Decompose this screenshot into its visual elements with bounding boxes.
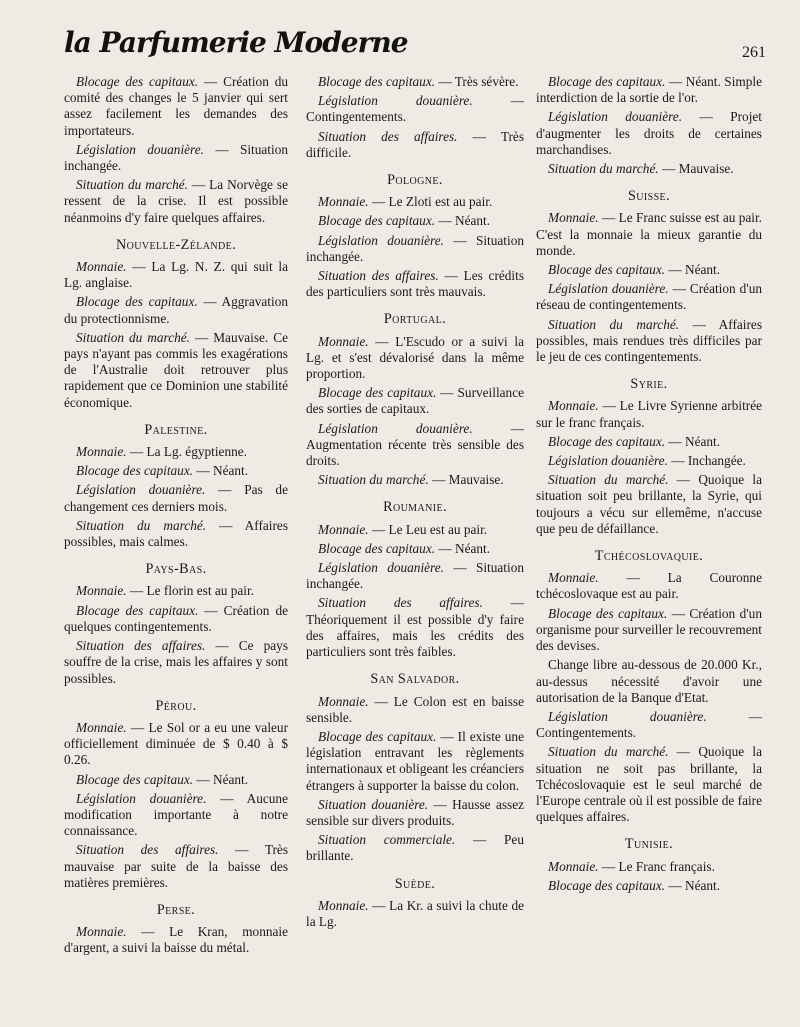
entry-paragraph: [64, 330, 288, 411]
entry-paragraph: [306, 541, 524, 557]
entry-paragraph: [536, 434, 762, 450]
entry-paragraph: [306, 129, 524, 161]
entry-paragraph: [64, 772, 288, 788]
masthead-title: la Parfumerie Moderne: [64, 26, 408, 59]
country-heading: Palestine.: [144, 421, 208, 438]
entry-text: Change libre au-dessous de 20.000 Kr., au-dessus nécessité d'avoir une autorisation de la Banque d'Etat.: [536, 657, 762, 705]
text-column-2: [306, 74, 524, 933]
entry-term: Situation du marché.: [548, 744, 669, 760]
entry-text: — Néant.: [435, 213, 491, 229]
entry-paragraph: [306, 898, 524, 930]
entry-paragraph: [306, 595, 524, 660]
entry-term: Blocage des capitaux.: [318, 385, 437, 401]
entry-paragraph: [306, 268, 524, 300]
entry-paragraph: [536, 317, 762, 366]
entry-paragraph: [306, 93, 524, 125]
country-heading: Suisse.: [627, 188, 671, 205]
entry-term: Monnaie.: [318, 693, 369, 709]
entry-term: Monnaie.: [318, 521, 369, 537]
entry-term: Blocage des capitaux.: [548, 605, 668, 621]
entry-paragraph: [536, 262, 762, 278]
entry-text: — La Norvège se ressent de la crise. Il est possible néanmoins d'y faire quelques affaires.: [64, 177, 288, 225]
entry-paragraph: [306, 797, 524, 829]
entry-paragraph: [536, 570, 762, 602]
entry-text: — Ce pays souffre de la crise, mais les affaires y sont possibles.: [64, 638, 288, 686]
entry-paragraph: [536, 109, 762, 158]
entry-text: — Quoique la situation soit peu brillante, la Syrie, qui toujours a vécu sur ellemême, n'accuse que peu de défaillance.: [536, 472, 762, 536]
entry-text: — Peu brillante.: [306, 832, 524, 864]
entry-paragraph: [64, 720, 288, 769]
entry-text: — Le Livre Syrienne arbitrée sur le franc français.: [536, 398, 762, 430]
entry-text: — Création d'un réseau de contingentements.: [536, 281, 762, 313]
entry-term: Blocage des capitaux.: [318, 213, 436, 229]
entry-paragraph: [64, 638, 288, 687]
entry-paragraph: [306, 74, 524, 90]
entry-text: — Néant.: [665, 262, 721, 278]
entry-paragraph: [536, 398, 762, 430]
entry-text: — Aucune modification importante à notre connaissance.: [64, 790, 288, 839]
entry-paragraph: [306, 560, 524, 592]
country-heading: Roumanie.: [383, 499, 447, 516]
entry-term: Situation douanière.: [318, 796, 429, 812]
entry-text: — Augmentation récente très sensible des droits.: [306, 420, 524, 469]
entry-term: Monnaie.: [76, 444, 127, 460]
entry-term: Monnaie.: [76, 924, 127, 940]
entry-text: — Le Colon est en baisse sensible.: [306, 693, 524, 725]
entry-text: — Le Kran, monnaie d'argent, a suivi la baisse du métal.: [64, 924, 288, 956]
entry-text: — Situation inchangée.: [306, 560, 524, 592]
text-column-3: [536, 74, 762, 897]
entry-term: Blocage des capitaux.: [76, 294, 198, 310]
entry-term: Blocage des capitaux.: [548, 877, 666, 893]
entry-term: Monnaie.: [76, 719, 127, 735]
entry-term: Blocage des capitaux.: [318, 728, 437, 744]
entry-paragraph: [306, 694, 524, 726]
entry-paragraph: [536, 859, 762, 875]
entry-paragraph: [536, 281, 762, 313]
entry-term: Législation douanière.: [548, 453, 668, 469]
entry-text: — Affaires possibles, mais calmes.: [64, 517, 288, 550]
entry-paragraph: [536, 878, 762, 894]
entry-paragraph: [64, 142, 288, 174]
entry-term: Monnaie.: [76, 259, 127, 275]
entry-term: Législation douanière.: [76, 141, 204, 157]
entry-term: Situation du marché.: [318, 472, 429, 488]
entry-text: — Contingentements.: [306, 93, 524, 125]
entry-term: Monnaie.: [548, 398, 599, 414]
entry-text: — La Kr. a suivi la chute de la Lg.: [306, 897, 524, 929]
entry-text: — Le Sol or a eu une valeur officiellement diminuée de $ 0.40 à $ 0.26.: [64, 719, 288, 768]
entry-term: Monnaie.: [548, 858, 599, 874]
entry-paragraph: [536, 606, 762, 655]
entry-text: — Néant.: [435, 540, 491, 556]
entry-paragraph: [64, 177, 288, 226]
entry-paragraph: [306, 213, 524, 229]
entry-paragraph: [536, 210, 762, 259]
country-heading: Suède.: [394, 875, 436, 892]
entry-term: Blocage des capitaux.: [318, 540, 436, 556]
entry-text: — Néant.: [193, 463, 249, 479]
entry-text: — Le florin est au pair.: [126, 583, 254, 599]
country-heading: Syrie.: [630, 376, 668, 393]
entry-text: — Le Leu est au pair.: [368, 521, 488, 537]
entry-paragraph: [64, 444, 288, 460]
entry-paragraph: [536, 744, 762, 825]
country-heading: Pologne.: [387, 172, 443, 189]
entry-paragraph: [64, 259, 288, 291]
entry-term: Situation du marché.: [548, 316, 680, 332]
entry-term: Situation commerciale.: [318, 832, 456, 848]
entry-term: Législation douanière.: [548, 708, 707, 724]
entry-term: Blocage des capitaux.: [548, 262, 666, 278]
entry-paragraph: [536, 657, 762, 706]
entry-text: — Surveillance des sorties de capitaux.: [306, 385, 524, 417]
entry-paragraph: [306, 421, 524, 470]
entry-paragraph: [536, 472, 762, 537]
entry-term: Situation du marché.: [76, 517, 207, 533]
entry-term: Situation du marché.: [548, 161, 659, 177]
entry-term: Blocage des capitaux.: [76, 463, 194, 479]
entry-term: Situation des affaires.: [318, 268, 439, 284]
country-heading: Perse.: [156, 901, 196, 918]
entry-term: Situation du marché.: [76, 177, 188, 193]
entry-paragraph: [536, 453, 762, 469]
entry-text: — Contingentements.: [536, 708, 762, 741]
entry-text: — Théoriquement il est possible d'y faire des affaires, mais les crédits des particuliers sont très faibles.: [306, 595, 525, 660]
entry-term: Monnaie.: [318, 333, 369, 349]
entry-text: — Situation inchangée.: [306, 232, 524, 264]
entry-paragraph: [64, 294, 288, 326]
entry-term: Monnaie.: [318, 194, 369, 210]
entry-text: — L'Escudo or a suivi la Lg. et s'est dévalorisé dans la même proportion.: [306, 333, 524, 382]
entry-text: — Néant.: [665, 433, 721, 449]
entry-text: — La Lg. N. Z. qui suit la Lg. anglaise.: [64, 259, 288, 291]
entry-text: — Le Franc suisse est au pair. C'est la monnaie la mieux garantie du monde.: [536, 210, 762, 258]
entry-paragraph: [306, 522, 524, 538]
entry-term: Législation douanière.: [548, 281, 669, 297]
entry-text: — Création de quelques contingentements.: [64, 602, 288, 634]
entry-text: — Il existe une législation entravant les règlements internationaux et obligeant les créanciers étrangers à supporter la baisse du colon.: [306, 728, 524, 793]
entry-term: Blocage des capitaux.: [76, 74, 199, 89]
entry-paragraph: [64, 482, 288, 514]
entry-paragraph: [64, 924, 288, 956]
entry-text: — Projet d'augmenter les droits de certaines marchandises.: [536, 109, 762, 157]
page-number: 261: [742, 44, 766, 61]
country-heading: Pays-Bas.: [145, 561, 207, 578]
text-column-1: [64, 74, 288, 960]
entry-text: — Les crédits des particuliers sont très mauvais.: [306, 268, 524, 300]
country-heading: Nouvelle-Zélande.: [115, 236, 237, 253]
entry-text: — Aggravation du protectionnisme.: [64, 294, 288, 326]
entry-paragraph: [536, 709, 762, 741]
entry-text: — Affaires possibles, mais rendues très difficiles par le jeu de ces contingentements.: [536, 316, 762, 365]
entry-term: Monnaie.: [548, 570, 599, 586]
country-heading: Tunisie.: [624, 836, 674, 853]
entry-text: — Très mauvaise par suite de la baisse des matières premières.: [64, 842, 288, 890]
entry-term: Législation douanière.: [318, 232, 444, 248]
entry-text: — Le Zloti est au pair.: [368, 194, 493, 210]
entry-term: Blocage des capitaux.: [548, 74, 666, 89]
entry-paragraph: [64, 74, 288, 139]
entry-term: Situation des affaires.: [76, 842, 219, 858]
entry-paragraph: [306, 472, 524, 488]
entry-text: — Situation inchangée.: [64, 141, 288, 174]
entry-term: Législation douanière.: [76, 790, 207, 806]
entry-paragraph: [306, 385, 524, 417]
entry-paragraph: [64, 463, 288, 479]
entry-paragraph: [306, 832, 524, 864]
entry-text: — Mauvaise. Ce pays n'ayant pas commis les exagérations de l'Australie doit retrouver plus rapidement que ce Dominion une stabilité économique.: [64, 329, 288, 410]
entry-paragraph: [64, 842, 288, 891]
entry-term: Situation des affaires.: [318, 595, 483, 611]
entry-term: Situation des affaires.: [76, 638, 206, 654]
entry-paragraph: [64, 518, 288, 550]
entry-text: — Néant.: [193, 771, 249, 787]
entry-text: — La Couronne tchécoslovaque est au pair.: [536, 570, 762, 602]
entry-text: — Quoique la situation ne soit pas brillante, la Tchécoslovaquie est le seul marché de l'Europe centrale où il est possible de faire quelques affaires.: [536, 744, 762, 825]
country-heading: Pérou.: [155, 697, 197, 714]
entry-text: — Néant. Simple interdiction de la sortie de l'or.: [536, 74, 762, 106]
entry-text: — Inchangée.: [667, 453, 746, 469]
entry-text: — Néant.: [665, 877, 721, 893]
entry-text: — Création du comité des changes le 5 janvier qui sert assez facilement les demandes des importateurs.: [64, 74, 288, 138]
entry-term: Législation douanière.: [318, 420, 473, 436]
entry-term: Législation douanière.: [318, 93, 473, 109]
entry-text: — Très difficile.: [306, 128, 524, 160]
entry-term: Blocage des capitaux.: [76, 602, 199, 618]
entry-text: — Création d'un organisme pour surveiller le recouvrement des devises.: [536, 605, 762, 654]
country-heading: Tchécoslovaquie.: [594, 548, 704, 565]
entry-paragraph: [536, 161, 762, 177]
entry-term: Monnaie.: [548, 210, 599, 226]
entry-term: Monnaie.: [76, 583, 127, 599]
entry-text: — Hausse assez sensible sur divers produits.: [306, 796, 524, 828]
entry-text: — Très sévère.: [435, 74, 519, 89]
entry-term: Situation du marché.: [548, 472, 669, 488]
entry-paragraph: [306, 233, 524, 265]
entry-term: Situation des affaires.: [318, 128, 458, 144]
entry-paragraph: [306, 194, 524, 210]
entry-text: — La Lg. égyptienne.: [126, 444, 247, 460]
entry-term: Législation douanière.: [548, 109, 683, 125]
country-heading: San Salvador.: [370, 671, 460, 688]
entry-paragraph: [536, 74, 762, 106]
entry-paragraph: [64, 603, 288, 635]
entry-term: Blocage des capitaux.: [548, 433, 666, 449]
country-heading: Portugal.: [383, 311, 447, 328]
entry-text: — Le Franc français.: [598, 858, 715, 874]
entry-paragraph: [306, 334, 524, 383]
entry-term: Blocage des capitaux.: [76, 771, 194, 787]
entry-term: Situation du marché.: [76, 329, 190, 345]
entry-term: Législation douanière.: [76, 482, 206, 498]
entry-term: Législation douanière.: [318, 560, 444, 576]
entry-text: — Mauvaise.: [658, 161, 734, 177]
entry-text: — Pas de changement ces derniers mois.: [64, 482, 288, 514]
entry-text: — Mauvaise.: [428, 472, 504, 488]
entry-paragraph: [64, 583, 288, 599]
entry-term: Blocage des capitaux.: [318, 74, 436, 89]
entry-paragraph: [64, 791, 288, 840]
entry-paragraph: [306, 729, 524, 794]
entry-term: Monnaie.: [318, 897, 369, 913]
